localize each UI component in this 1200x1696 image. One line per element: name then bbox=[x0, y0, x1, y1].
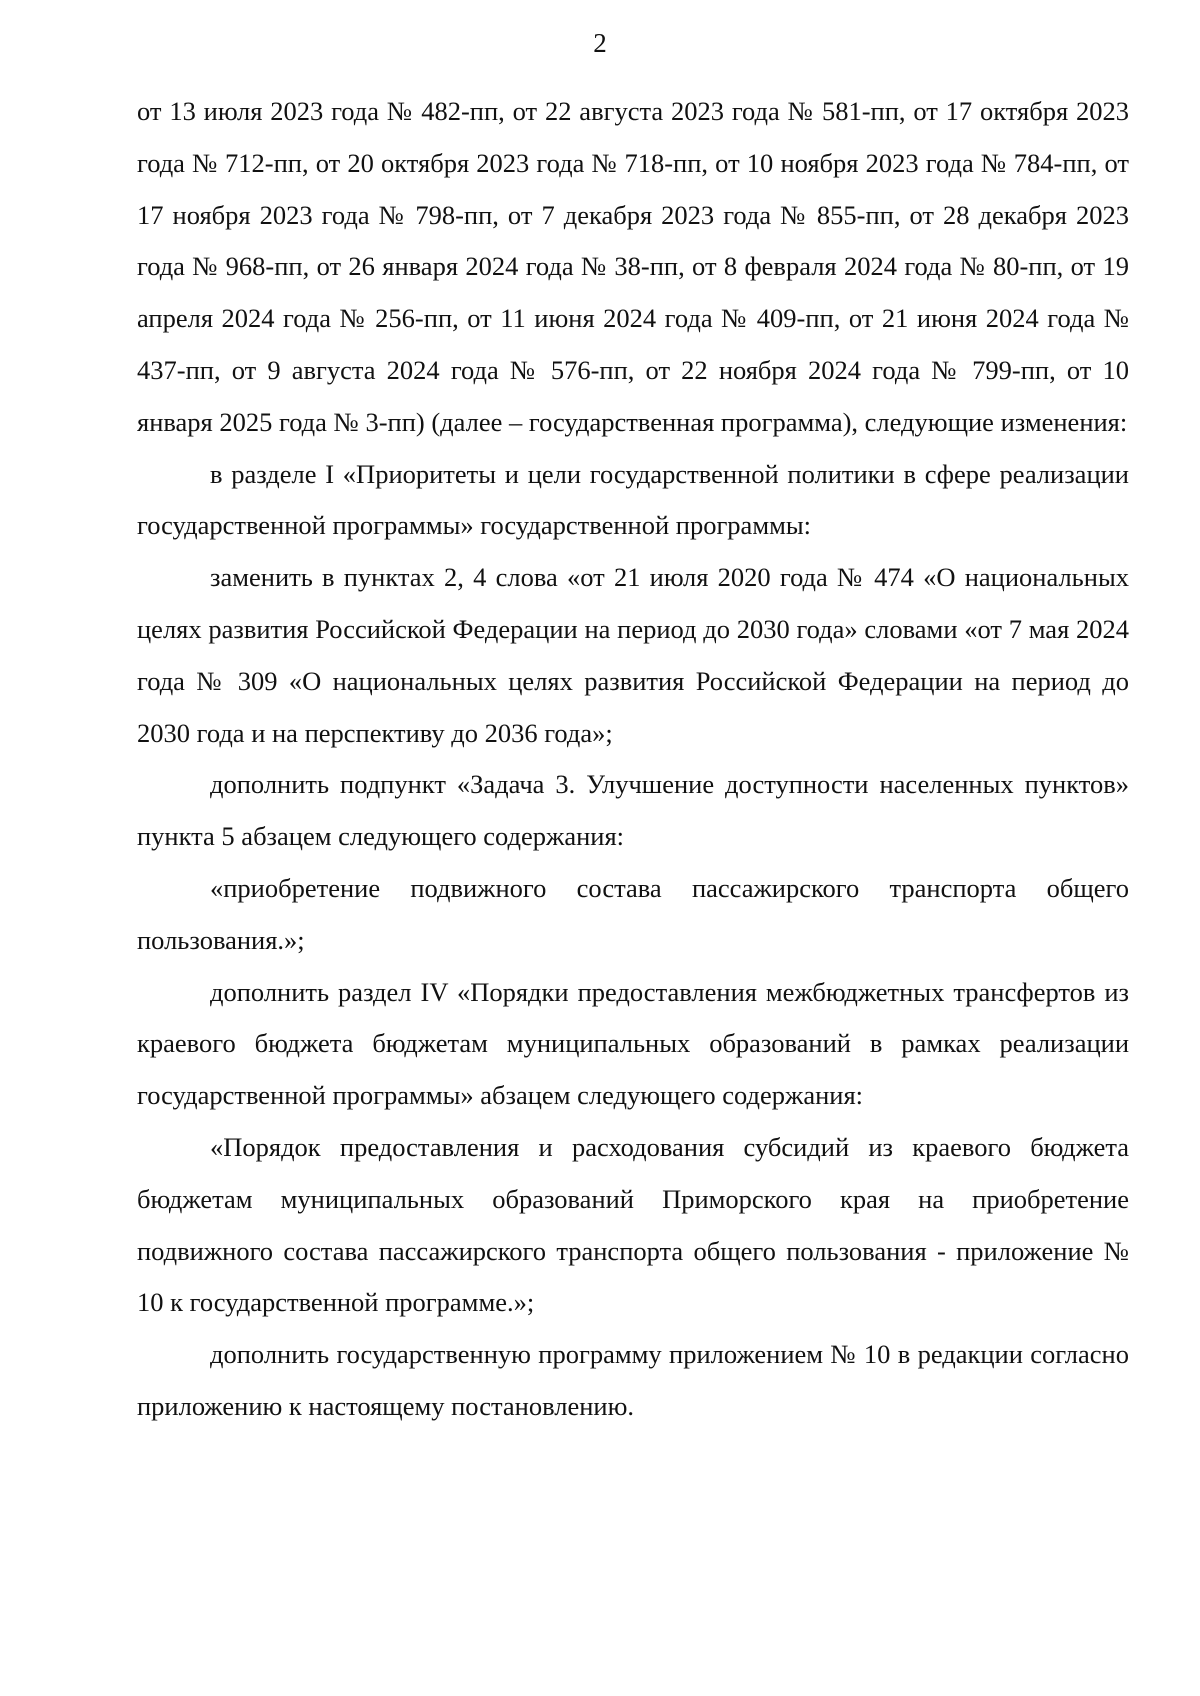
page-number: 2 bbox=[593, 28, 607, 58]
paragraph-amendment-list: от 13 июля 2023 года № 482-пп, от 22 августа 2023 года № 581-пп, от 17 октября 2023 года № 712-пп, от 20 октября 2023 года № 718-пп, от 10 ноября 2023 года № 784-пп, от 17 ноября 2023 года № 798-пп, от 7 декабря 2023 года № 855-пп, от 28 декабря 2023 года № 968-пп, от 26 января 2024 года № 38-пп, от 8 февраля 2024 года № 80-пп, от 19 апреля 2024 года № 256-пп, от 11 июня 2024 года № 409-пп, от 21 июня 2024 года № 437-пп, от 9 августа 2024 года № 576-пп, от 22 ноября 2024 года № 799-пп, от 10 января 2025 года № 3-пп) (далее – государственная программа), следующие изменения: bbox=[137, 96, 1129, 437]
paragraph-section-iv: дополнить раздел IV «Порядки предоставления межбюджетных трансфертов из краевого бюджета бюджетам муниципальных образований в рамках реализации государственной программы» абзацем следующего содержания: bbox=[137, 976, 1129, 1111]
paragraph-quoted-procedure: «Порядок предоставления и расходования субсидий из краевого бюджета бюджетам муниципальных образований Приморского края на приобретение подвижного состава пассажирского транспорта общего пользования - приложение № 10 к государственной программе.»; bbox=[137, 1131, 1129, 1318]
document-body bbox=[137, 86, 1129, 1433]
paragraph-quoted-rolling-stock: «приобретение подвижного состава пассажирского транспорта общего пользования.»; bbox=[137, 872, 1129, 955]
paragraph-section-i: в разделе I «Приоритеты и цели государственной политики в сфере реализации государственной программы» государственной программы: bbox=[137, 458, 1129, 541]
paragraph-supplement-subclause: дополнить подпункт «Задача 3. Улучшение доступности населенных пунктов» пункта 5 абзацем следующего содержания: bbox=[137, 769, 1129, 852]
paragraph-replace-words: заменить в пунктах 2, 4 слова «от 21 июля 2020 года № 474 «О национальных целях развития Российской Федерации на период до 2030 года» словами «от 7 мая 2024 года № 309 «О национальных целях развития Российской Федерации на период до 2030 года и на перспективу до 2036 года»; bbox=[137, 562, 1129, 748]
paragraph-appendix-10: дополнить государственную программу приложением № 10 в редакции согласно приложению к настоящему постановлению. bbox=[137, 1339, 1129, 1421]
